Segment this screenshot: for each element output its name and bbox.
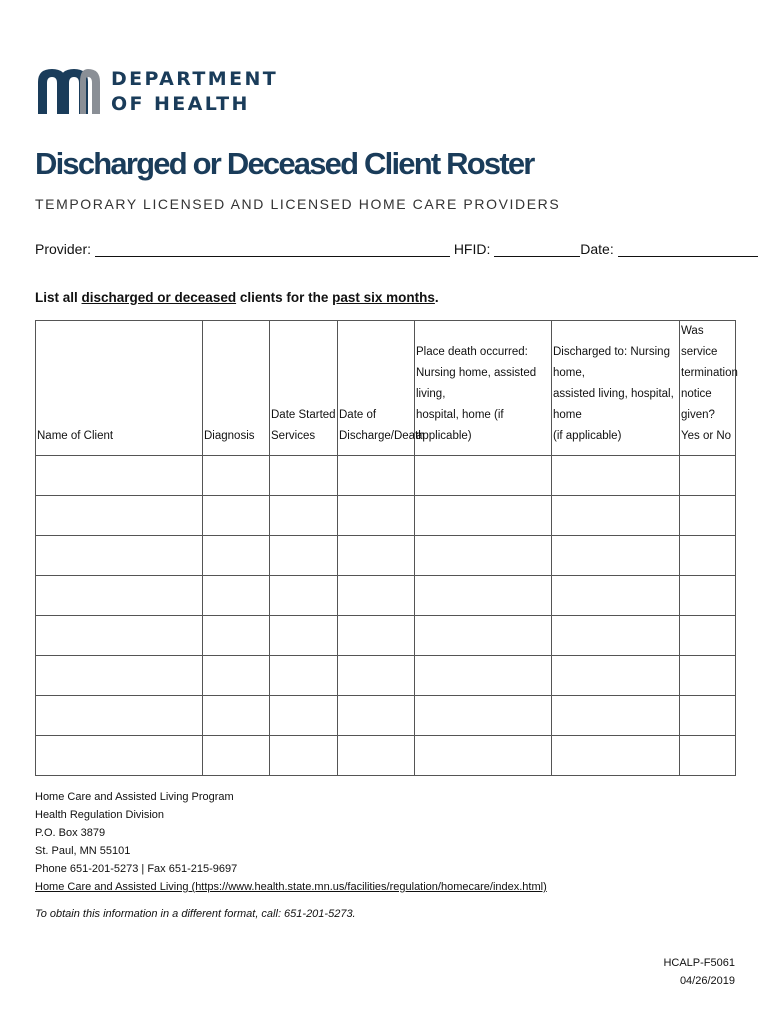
table-cell[interactable] — [270, 576, 338, 616]
instruction-emphasis: past six months — [332, 290, 435, 305]
form-code: HCALP-F5061 — [663, 957, 735, 969]
provider-label: Provider: — [35, 241, 92, 257]
table-cell[interactable] — [203, 656, 270, 696]
table-cell[interactable] — [552, 496, 680, 536]
table-cell[interactable] — [415, 656, 552, 696]
table-row — [36, 696, 736, 736]
footer-line: Health Regulation Division — [35, 809, 165, 821]
form-date: 04/26/2019 — [679, 975, 735, 987]
provider-field[interactable] — [95, 240, 450, 257]
table-cell[interactable] — [680, 576, 736, 616]
table-cell[interactable] — [680, 496, 736, 536]
table-row — [36, 576, 736, 616]
table-cell[interactable] — [203, 536, 270, 576]
table-cell[interactable] — [338, 576, 415, 616]
table-body — [36, 456, 736, 776]
table-cell[interactable] — [415, 496, 552, 536]
table-cell[interactable] — [552, 536, 680, 576]
table-cell[interactable] — [36, 696, 203, 736]
table-cell[interactable] — [552, 736, 680, 776]
header-termination-notice: Was service termination notice given? Yes or No — [680, 321, 736, 456]
table-header-row — [36, 321, 736, 456]
table-row — [36, 656, 736, 696]
logo-wordmark — [111, 67, 278, 117]
table-cell[interactable] — [338, 736, 415, 776]
table-cell[interactable] — [203, 456, 270, 496]
table-cell[interactable] — [415, 696, 552, 736]
footer-line: Phone 651-201-5273 | Fax 651-215-9697 — [35, 863, 238, 875]
page-title: Discharged or Deceased Client Roster — [35, 146, 534, 181]
table-cell[interactable] — [680, 736, 736, 776]
table-row — [36, 536, 736, 576]
table-cell[interactable] — [415, 616, 552, 656]
instruction-part: . — [434, 290, 439, 305]
header-diagnosis: Diagnosis — [203, 321, 270, 456]
table-cell[interactable] — [680, 536, 736, 576]
table-row — [36, 736, 736, 776]
table-cell[interactable] — [36, 736, 203, 776]
table-cell[interactable] — [36, 536, 203, 576]
table-cell[interactable] — [36, 576, 203, 616]
table-cell[interactable] — [270, 456, 338, 496]
table-cell[interactable] — [270, 736, 338, 776]
footer-link[interactable]: Home Care and Assisted Living (https://www.health.state.mn.us/facilities/regulation/homecare/index.html) — [35, 881, 547, 893]
table-cell[interactable] — [203, 616, 270, 656]
alt-format-note: To obtain this information in a different format, call: 651-201-5273. — [35, 908, 356, 920]
table-cell[interactable] — [415, 576, 552, 616]
page-subtitle: TEMPORARY LICENSED AND LICENSED HOME CARE PROVIDERS — [35, 196, 561, 212]
logo-line-1: DEPARTMENT — [111, 68, 279, 90]
instruction-emphasis: discharged or deceased — [81, 290, 237, 305]
table-cell[interactable] — [552, 456, 680, 496]
table-cell[interactable] — [680, 656, 736, 696]
table-cell[interactable] — [552, 616, 680, 656]
form-id — [663, 954, 735, 990]
header-name-of-client: Name of Client — [36, 321, 203, 456]
footer-line: St. Paul, MN 55101 — [35, 845, 131, 857]
table-row — [36, 456, 736, 496]
table-cell[interactable] — [270, 536, 338, 576]
footer-address — [35, 788, 547, 896]
table-cell[interactable] — [338, 456, 415, 496]
table-row — [36, 496, 736, 536]
table-cell[interactable] — [203, 736, 270, 776]
footer-line: P.O. Box 3879 — [35, 827, 106, 839]
table-cell[interactable] — [552, 656, 680, 696]
table-cell[interactable] — [338, 696, 415, 736]
table-cell[interactable] — [680, 456, 736, 496]
table-cell[interactable] — [203, 496, 270, 536]
table-cell[interactable] — [270, 656, 338, 696]
table-cell[interactable] — [415, 456, 552, 496]
table-cell[interactable] — [680, 616, 736, 656]
header-date-started: Date Started Services — [270, 321, 338, 456]
table-cell[interactable] — [203, 696, 270, 736]
table-cell[interactable] — [36, 616, 203, 656]
header-place-death: Place death occurred: Nursing home, assisted living, hospital, home (if applicable) — [415, 321, 552, 456]
table-cell[interactable] — [415, 736, 552, 776]
table-cell[interactable] — [203, 576, 270, 616]
hfid-field[interactable] — [494, 240, 580, 257]
table-cell[interactable] — [270, 696, 338, 736]
header-date-discharge: Date of Discharge/Death — [338, 321, 415, 456]
table-cell[interactable] — [270, 496, 338, 536]
client-roster-table — [35, 320, 736, 776]
footer-line: Home Care and Assisted Living Program — [35, 791, 234, 803]
table-cell[interactable] — [338, 616, 415, 656]
instruction-part: clients for the — [236, 290, 333, 305]
table-row — [36, 616, 736, 656]
header-fields — [35, 240, 758, 257]
date-field[interactable] — [618, 240, 758, 257]
date-label: Date: — [580, 241, 614, 257]
table-cell[interactable] — [36, 656, 203, 696]
instruction-text — [35, 290, 439, 305]
table-cell[interactable] — [338, 496, 415, 536]
header-discharged-to: Discharged to: Nursing home, assisted living, hospital, home (if applicable) — [552, 321, 680, 456]
table-cell[interactable] — [680, 696, 736, 736]
table-cell[interactable] — [36, 456, 203, 496]
table-cell[interactable] — [270, 616, 338, 656]
table-cell[interactable] — [338, 536, 415, 576]
hfid-label: HFID: — [453, 241, 491, 257]
table-cell[interactable] — [415, 536, 552, 576]
table-cell[interactable] — [338, 656, 415, 696]
logo-line-2: OF HEALTH — [111, 93, 250, 115]
table-cell[interactable] — [552, 696, 680, 736]
instruction-part: List all — [35, 290, 82, 305]
table-cell[interactable] — [552, 576, 680, 616]
table-cell[interactable] — [36, 496, 203, 536]
